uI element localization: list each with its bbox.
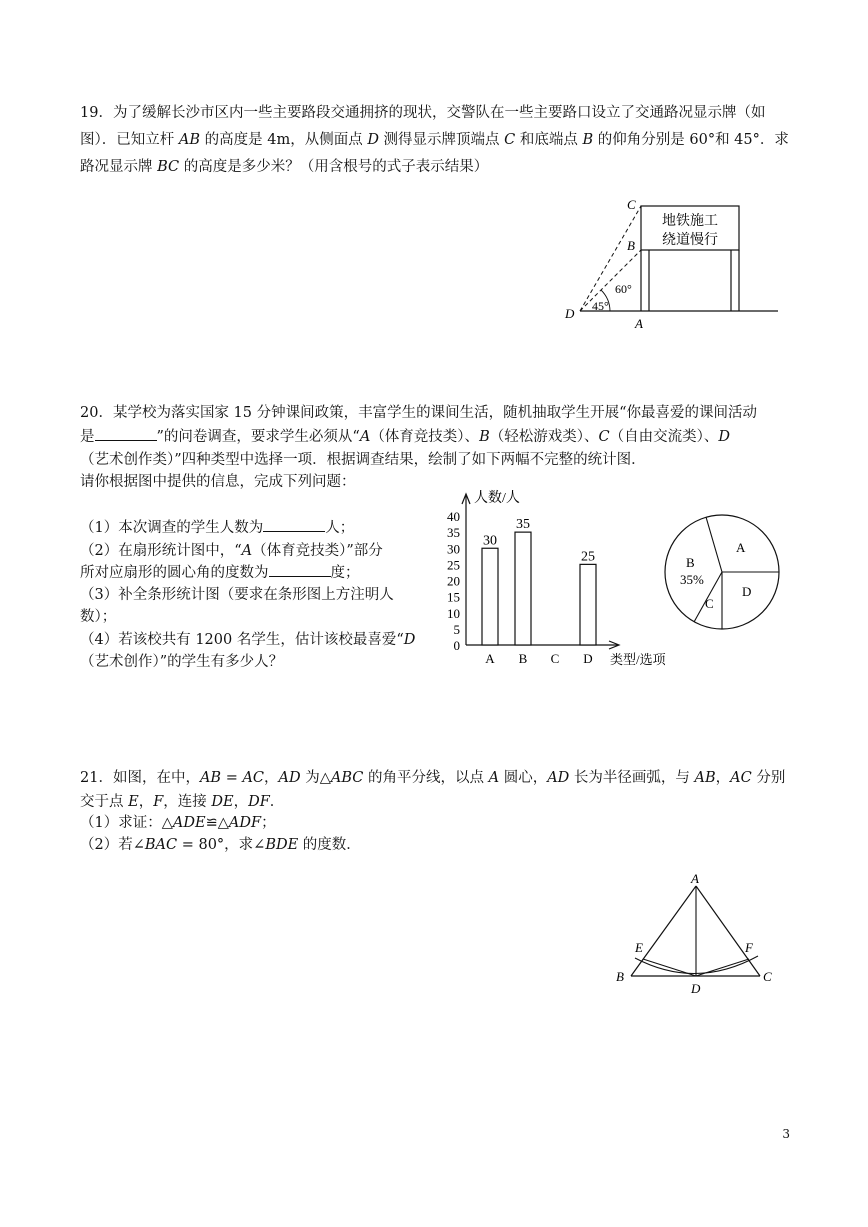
q21-figure bbox=[610, 870, 785, 1000]
y-tick-label: 5 bbox=[453, 621, 460, 637]
sign-text-2: 绕道慢行 bbox=[662, 233, 718, 248]
x-tick-label: C bbox=[550, 651, 560, 666]
pie-label-B: B bbox=[686, 555, 695, 570]
q21-sub1 bbox=[80, 812, 276, 834]
y-tick-label: 0 bbox=[453, 638, 460, 653]
text: 是 bbox=[80, 429, 95, 445]
var-C: C bbox=[504, 132, 516, 148]
var-F: F bbox=[153, 794, 164, 810]
var-D: D bbox=[367, 132, 379, 148]
text: 的仰角分别是 60°和 45°．求 bbox=[593, 132, 789, 148]
var-A: A bbox=[488, 770, 500, 786]
text: ≌△ bbox=[205, 815, 229, 831]
text: 人； bbox=[325, 520, 355, 536]
label-E: E bbox=[635, 940, 643, 955]
sight-line-DB bbox=[580, 250, 641, 311]
q21-line2 bbox=[80, 791, 284, 813]
q20-sub4 bbox=[80, 629, 415, 651]
var-ABC: ABC bbox=[330, 770, 364, 786]
pie-chart bbox=[660, 510, 785, 635]
text: （4）若该校共有 1200 名学生，估计该校最喜爱“ bbox=[80, 632, 404, 648]
var-AB: AB bbox=[178, 132, 200, 148]
q19-line3 bbox=[80, 156, 488, 178]
text: 为△ bbox=[300, 770, 331, 786]
pie-label-B-pct: 35% bbox=[680, 572, 704, 587]
x-tick-label: B bbox=[518, 651, 528, 666]
x-axis-title: 类型/选项 bbox=[610, 652, 666, 667]
text: 长为半径画弧，与 bbox=[569, 770, 695, 786]
bar-data-label: 35 bbox=[516, 517, 530, 533]
label-F: F bbox=[745, 940, 753, 955]
text: 测得显示牌顶端点 bbox=[378, 132, 505, 148]
text: （1）本次调查的学生人数为 bbox=[80, 520, 264, 536]
text: 的高度是多少米？（用含根号的式子表示结果） bbox=[179, 159, 489, 175]
text: （2）在扇形统计图中，“ bbox=[80, 543, 242, 559]
text: 的角平分线，以点 bbox=[363, 770, 489, 786]
var-DF: DF bbox=[248, 794, 270, 810]
var-A: A bbox=[359, 429, 371, 445]
y-tick-label: 10 bbox=[447, 605, 460, 621]
text: 路况显示牌 bbox=[80, 159, 158, 175]
answer-blank bbox=[263, 517, 325, 532]
text: 分别 bbox=[751, 770, 786, 786]
y-axis-title: 人数/人 bbox=[474, 491, 520, 506]
text: ， bbox=[715, 770, 731, 786]
q20-line2 bbox=[80, 426, 730, 448]
q20-sub3-line2: 数）； bbox=[80, 609, 117, 625]
text: 圆心， bbox=[499, 770, 548, 786]
q20-line3: （艺术创作类）”四种类型中选择一项．根据调查结果，绘制了如下两幅不完整的统计图． bbox=[80, 452, 646, 468]
label-A: A bbox=[691, 871, 699, 886]
y-tick-label: 20 bbox=[447, 573, 460, 589]
var-AB: AB bbox=[694, 770, 716, 786]
var-C: C bbox=[598, 429, 610, 445]
text: （体育竞技类）”部分 bbox=[252, 543, 383, 559]
var-D: D bbox=[718, 429, 730, 445]
var-AD: AD bbox=[278, 770, 301, 786]
var-DE: DE bbox=[211, 794, 234, 810]
answer-blank bbox=[95, 426, 157, 441]
text: ，连接 bbox=[163, 794, 212, 810]
pie-label-D: D bbox=[742, 584, 752, 599]
text: 交于点 bbox=[80, 794, 129, 810]
side-AB bbox=[631, 886, 696, 976]
text: （自由交流类）、 bbox=[609, 429, 719, 445]
label-A: A bbox=[635, 316, 643, 331]
q20-sub2-line2 bbox=[80, 562, 360, 584]
bar bbox=[580, 564, 596, 645]
side-AC bbox=[696, 886, 760, 976]
var-E: E bbox=[128, 794, 139, 810]
q20-sub3: （3）补全条形统计图（要求在条形图上方注明人 bbox=[80, 587, 394, 603]
label-D: D bbox=[691, 981, 701, 996]
sign-text-1: 地铁施工 bbox=[662, 214, 718, 229]
text: ， bbox=[264, 770, 279, 786]
bar-data-label: 30 bbox=[483, 533, 497, 549]
q20-sub4-line2: （艺术创作）”的学生有多少人？ bbox=[80, 654, 284, 670]
q19-line1: 19．为了缓解长沙市区内一些主要路段交通拥挤的现状，交警队在一些主要路口设立了交通路况显示牌（如 bbox=[80, 105, 766, 121]
var-AC: AC bbox=[730, 770, 752, 786]
var-ADF: ADF bbox=[228, 815, 262, 831]
bar-chart bbox=[420, 486, 690, 676]
var-ADE: ADE bbox=[172, 815, 206, 831]
q21-sub2 bbox=[80, 834, 361, 856]
angle-45-label: 45° bbox=[592, 299, 609, 313]
text: ； bbox=[261, 815, 276, 831]
answer-blank bbox=[269, 562, 331, 577]
label-C: C bbox=[627, 197, 636, 212]
text: 和底端点 bbox=[515, 132, 583, 148]
text: （2）若∠ bbox=[80, 837, 145, 853]
text: ， bbox=[138, 794, 154, 810]
y-tick-label: 15 bbox=[447, 589, 460, 605]
q20-line1: 20．某学校为落实国家 15 分钟课间政策，丰富学生的课间生活，随机抽取学生开展“你最喜爱的课间活动 bbox=[80, 405, 758, 421]
text: （体育竞技类）、 bbox=[370, 429, 480, 445]
q19-line2 bbox=[80, 129, 789, 151]
x-tick-label: A bbox=[485, 651, 495, 666]
text: 21．如图，在中， bbox=[80, 770, 200, 786]
text: 所对应扇形的圆心角的度数为 bbox=[80, 565, 269, 581]
label-B: B bbox=[627, 238, 635, 253]
page-number: 3 bbox=[782, 1127, 790, 1141]
var-B: B bbox=[479, 429, 490, 445]
y-tick-label: 35 bbox=[447, 525, 460, 541]
y-tick-label: 30 bbox=[447, 541, 460, 557]
label-B: B bbox=[616, 969, 624, 984]
label-C: C bbox=[763, 969, 772, 984]
x-tick-label: D bbox=[583, 651, 593, 666]
eq-AB-AC: AB = AC bbox=[199, 770, 265, 786]
pie-label-C: C bbox=[705, 596, 714, 611]
text: 的度数． bbox=[298, 837, 361, 853]
var-BC: BC bbox=[157, 159, 180, 175]
text: ， bbox=[233, 794, 249, 810]
text: 度； bbox=[330, 565, 360, 581]
text: 图）．已知立杆 bbox=[80, 132, 179, 148]
q21-line1 bbox=[80, 767, 785, 789]
var-B: B bbox=[582, 132, 594, 148]
segment-DF bbox=[696, 959, 749, 976]
text: （1）求证：△ bbox=[80, 815, 173, 831]
var-D: D bbox=[403, 632, 416, 648]
label-D: D bbox=[565, 306, 575, 321]
pie-label-A: A bbox=[736, 540, 746, 555]
text: （轻松游戏类）、 bbox=[489, 429, 599, 445]
text: 的高度是 4m，从侧面点 bbox=[200, 132, 368, 148]
var-BDE: BDE bbox=[265, 837, 299, 853]
bar bbox=[482, 548, 498, 645]
q20-line4: 请你根据图中提供的信息，完成下列问题： bbox=[80, 474, 356, 490]
var-A: A bbox=[241, 543, 253, 559]
q20-sub2 bbox=[80, 540, 383, 562]
q20-sub1 bbox=[80, 517, 354, 539]
var-BAC: BAC bbox=[144, 837, 178, 853]
y-tick-label: 40 bbox=[447, 509, 460, 524]
y-tick-label: 25 bbox=[447, 557, 460, 573]
bar bbox=[515, 532, 531, 645]
text: ． bbox=[269, 794, 285, 810]
q19-figure bbox=[555, 192, 785, 337]
var-AD: AD bbox=[547, 770, 570, 786]
text: ”的问卷调查，要求学生必须从“ bbox=[156, 429, 360, 445]
segment-DE bbox=[643, 959, 696, 976]
text: = 80°，求∠ bbox=[177, 837, 266, 853]
angle-60-label: 60° bbox=[615, 282, 632, 296]
bar-data-label: 25 bbox=[581, 549, 595, 565]
